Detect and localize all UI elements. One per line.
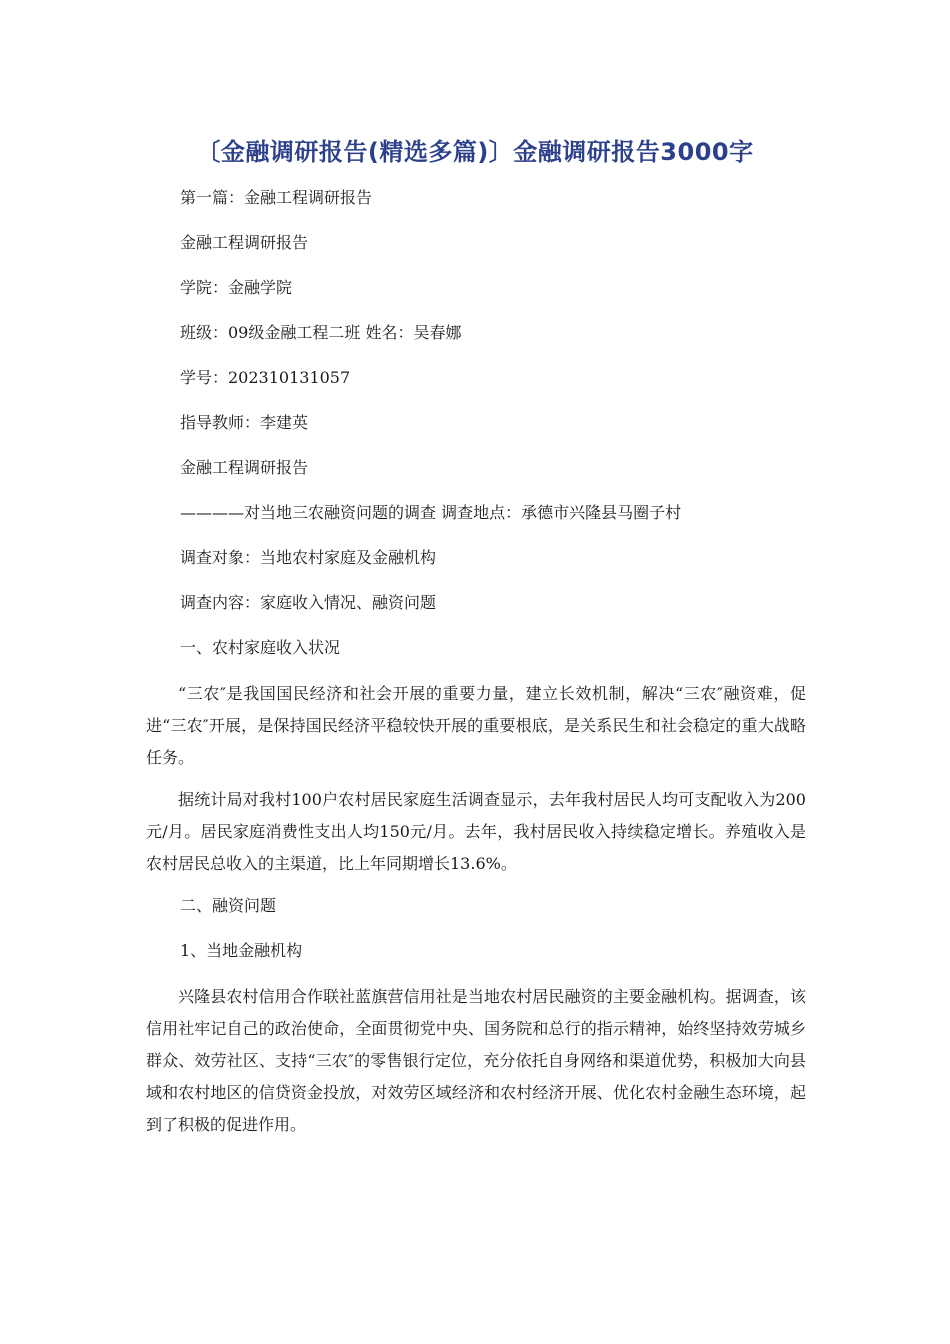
line-survey-subject: 调查对象：当地农村家庭及金融机构 [180,548,437,567]
paragraph-3: 兴隆县农村信用合作联社蓝旗营信用社是当地农村居民融资的主要金融机构。据调查，该信用社牢记自己的政治使命，全面贯彻党中央、国务院和总行的指示精神，始终坚持效劳城乡群众、效劳社区、支持“三农″的零售银行定位，充分依托自身网络和渠道优势，积极加大向县域和农村地区的信贷资金投放，对效劳区域经济和农村经济开展、优化农村金融生态环境，起到了积极的促进作用。 [146,987,806,1134]
line-survey-content: 调查内容：家庭收入情况、融资问题 [180,593,437,612]
line-report-title-2: 金融工程调研报告 [180,458,309,477]
line-report-title: 金融工程调研报告 [180,233,309,252]
section-heading-1: 一、农村家庭收入状况 [180,638,341,657]
line-student-id: 学号：202310131057 [180,368,351,387]
paragraph-2: 据统计局对我村100户农村居民家庭生活调查显示，去年我村居民人均可支配收入为200元/月。居民家庭消费性支出人均150元/月。去年，我村居民收入持续稳定增长。养殖收入是农村居民总收入的主渠道，比上年同期增长13.6%。 [146,790,806,873]
line-class-name: 班级：09级金融工程二班 姓名：吴春娜 [180,323,462,342]
line-advisor: 指导教师：李建英 [180,413,309,432]
section-heading-2: 二、融资问题 [180,896,277,915]
document-title: 〔金融调研报告(精选多篇)〕金融调研报告3000字 [196,138,754,166]
line-chapter-heading: 第一篇：金融工程调研报告 [180,188,373,207]
line-college: 学院：金融学院 [180,278,293,297]
paragraph-1: “三农″是我国国民经济和社会开展的重要力量，建立长效机制，解决“三农″融资难，促进“三农″开展，是保持国民经济平稳较快开展的重要根底，是关系民生和社会稳定的重大战略任务。 [146,684,806,767]
subsection-heading-1: 1、当地金融机构 [180,941,303,960]
line-survey-location: ————对当地三农融资问题的调查 调查地点：承德市兴隆县马圈子村 [180,503,682,522]
